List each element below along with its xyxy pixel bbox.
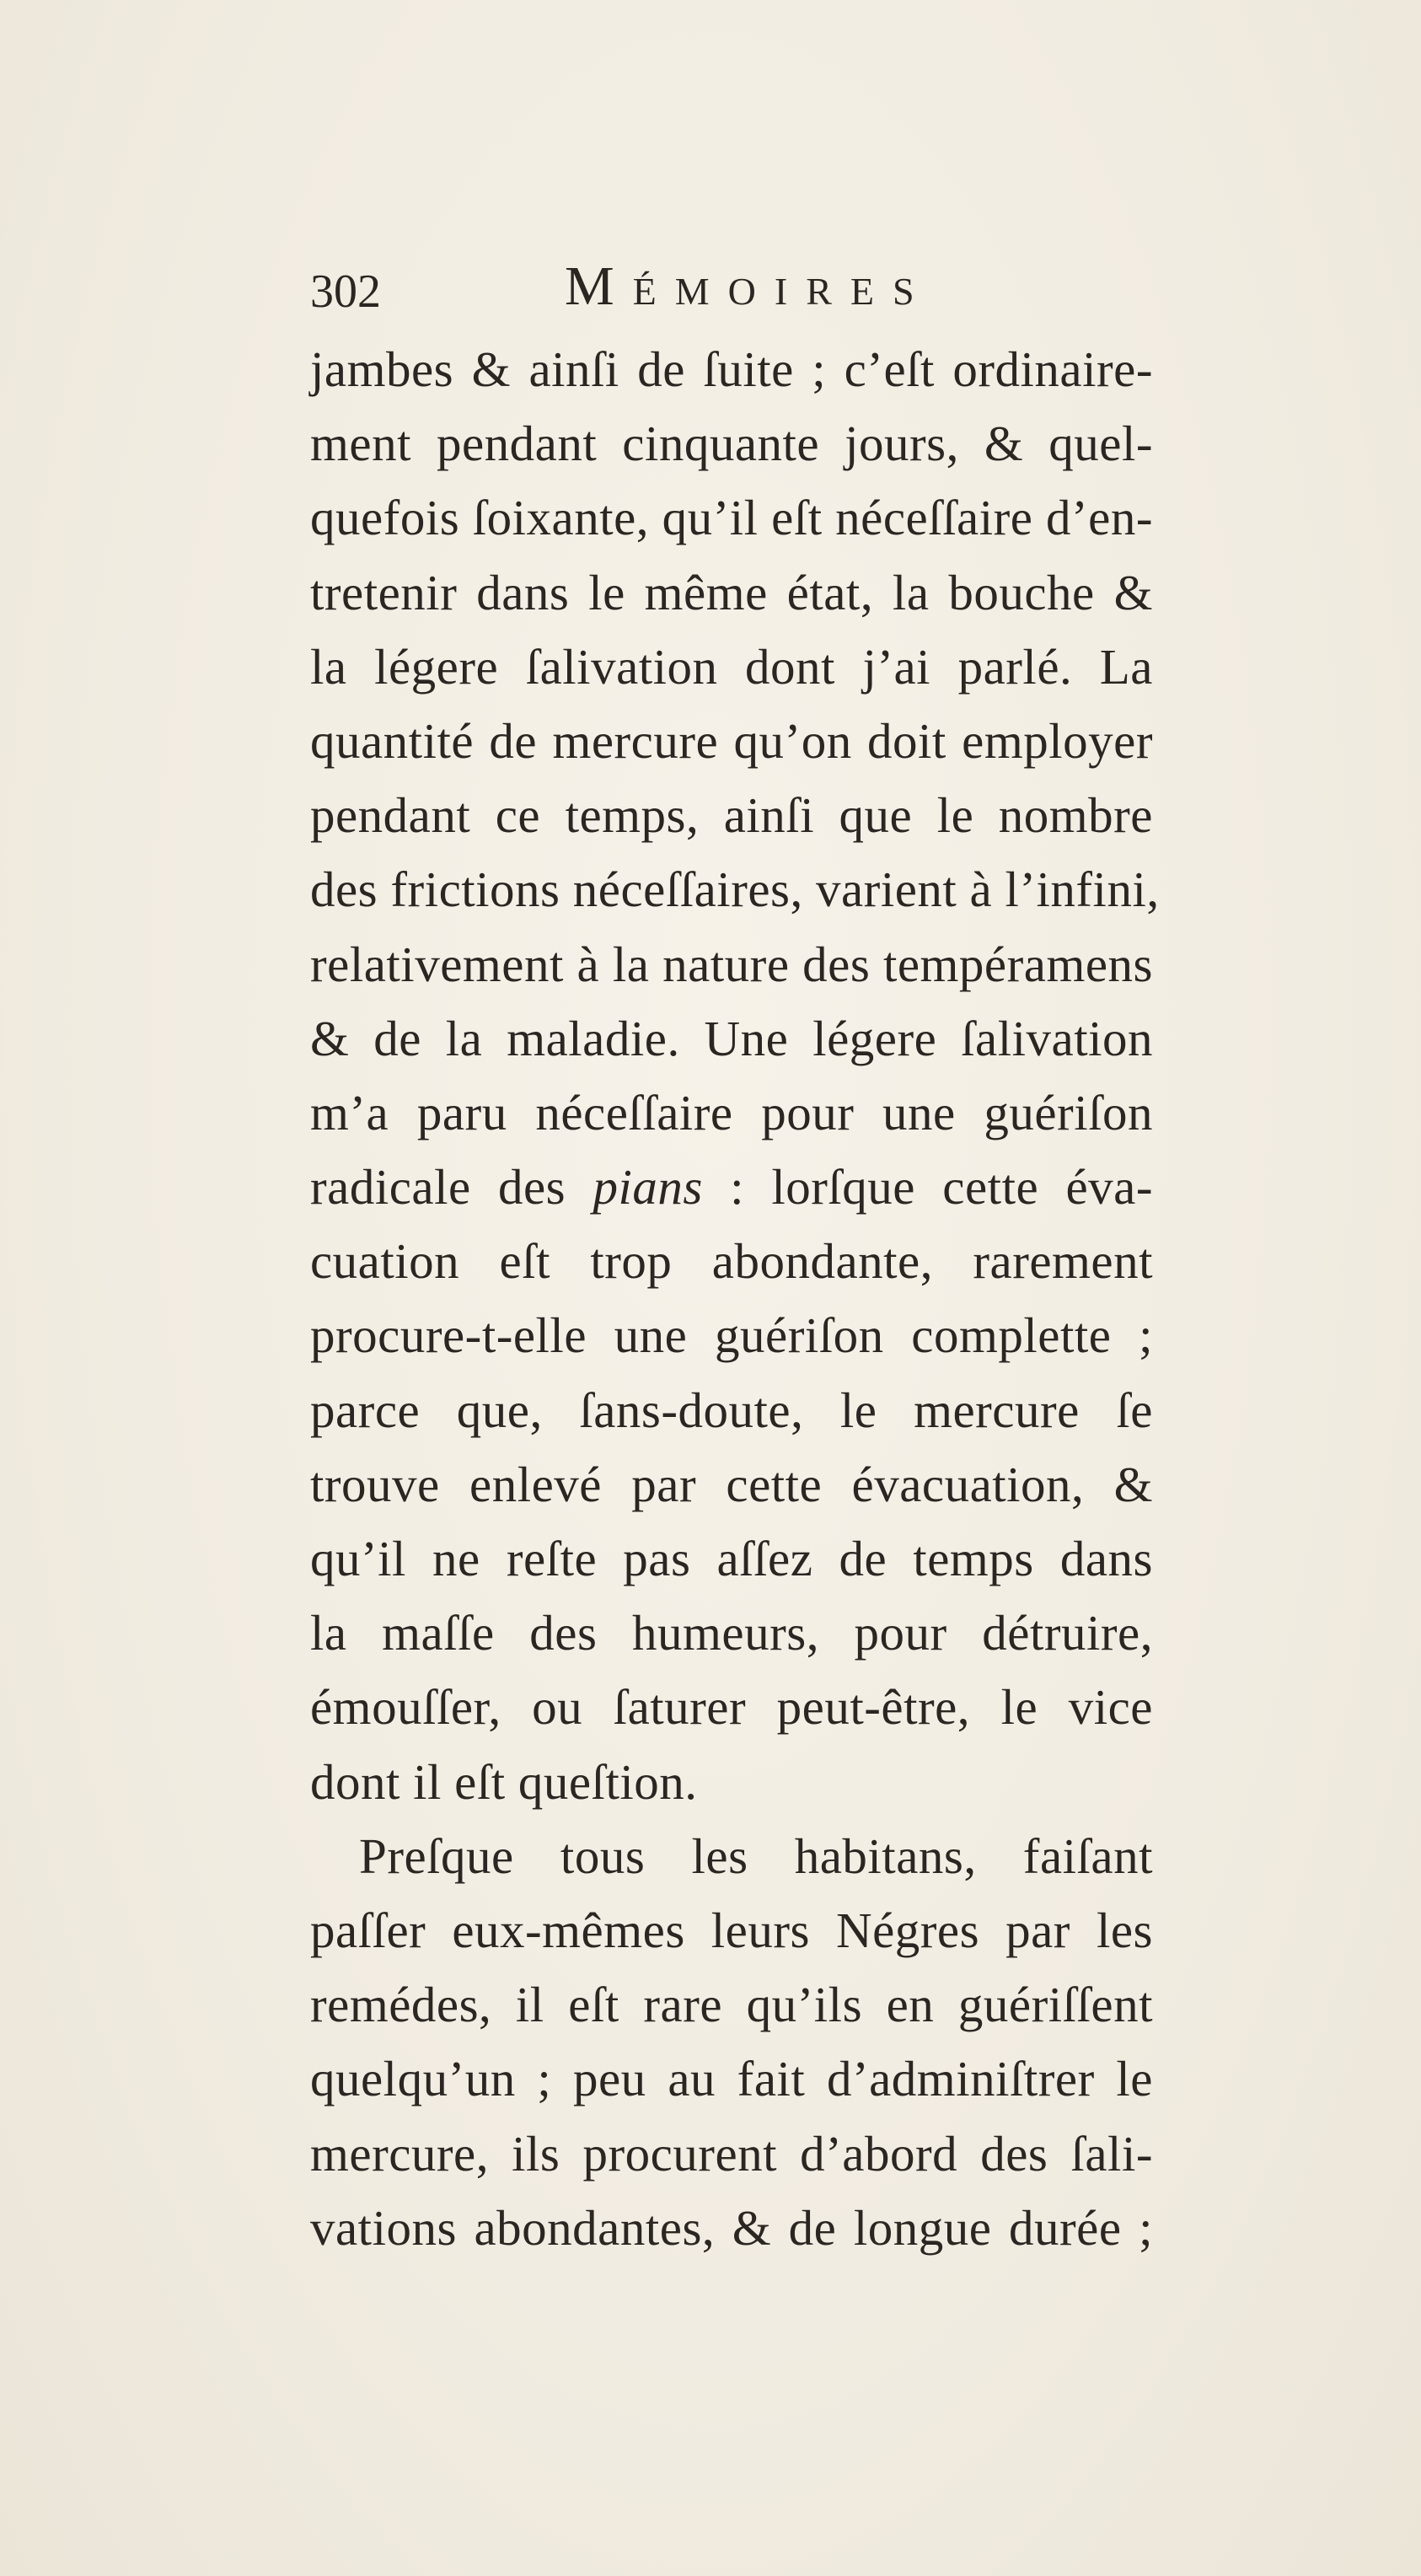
text-line-21: Preſque tous les habitans, faiſant [359,1827,1153,1884]
text-line-12 [310,1150,1153,1224]
text-line-12-end: : lorſque cette éva- [702,1159,1153,1216]
text-line-15: parce que, ſans-doute, le mercure ſe [310,1382,1153,1438]
text-line-3: quefois ſoixante, qu’il eſt néceſſaire d’en- [310,490,1153,546]
running-head: Mémoires [565,255,933,317]
italic-word-pians: pians [593,1159,703,1216]
text-line-14: procure-t-elle une guériſon complette ; [310,1307,1153,1364]
text-line-6: quantité de mercure qu’on doit employer [310,712,1153,769]
text-line-18: la maſſe des humeurs, pour détruire, [310,1605,1153,1661]
text-line-9: relativement à la nature des tempéramens [310,936,1153,992]
text-line-12-start: radicale des [310,1159,593,1216]
text-line-19: émouſſer, ou ſaturer peut-être, le vice [310,1679,1153,1736]
page-number: 302 [310,266,381,318]
body-text [310,332,1160,2265]
page-header [310,253,1153,320]
text-line-24: quelqu’un ; peu au fait d’adminiſtrer le [310,2051,1153,2107]
text-line-26: vations abondantes, & de longue durée ; [310,2199,1153,2256]
text-line-5: la légere ſalivation dont j’ai parlé. La [310,638,1153,695]
text-line-1: jambes & ainſi de ſuite ; c’eſt ordinaire- [310,341,1153,397]
text-line-8: des frictions néceſſaires, varient à l’infini, [310,861,1160,918]
text-line-23: remédes, il eſt rare qu’ils en guériſſent [310,1977,1153,2033]
text-line-2: ment pendant cinquante jours, & quel- [310,416,1153,472]
text-line-4: tretenir dans le même état, la bouche & [310,564,1153,620]
text-line-25: mercure, ils procurent d’abord des ſali- [310,2125,1153,2182]
text-line-10: & de la maladie. Une légere ſalivation [310,1010,1153,1066]
text-line-20: dont il eſt queſtion. [310,1753,698,1810]
text-line-17: qu’il ne reſte pas aſſez de temps dans [310,1531,1153,1586]
text-line-11: m’a paru néceſſaire pour une guériſon [310,1084,1153,1140]
text-line-7: pendant ce temps, ainſi que le nombre [310,787,1153,844]
text-line-16: trouve enlevé par cette évacuation, & [310,1456,1153,1512]
text-line-13: cuation eſt trop abondante, rarement [310,1233,1153,1290]
text-line-22: paſſer eux-mêmes leurs Négres par les [310,1902,1153,1958]
